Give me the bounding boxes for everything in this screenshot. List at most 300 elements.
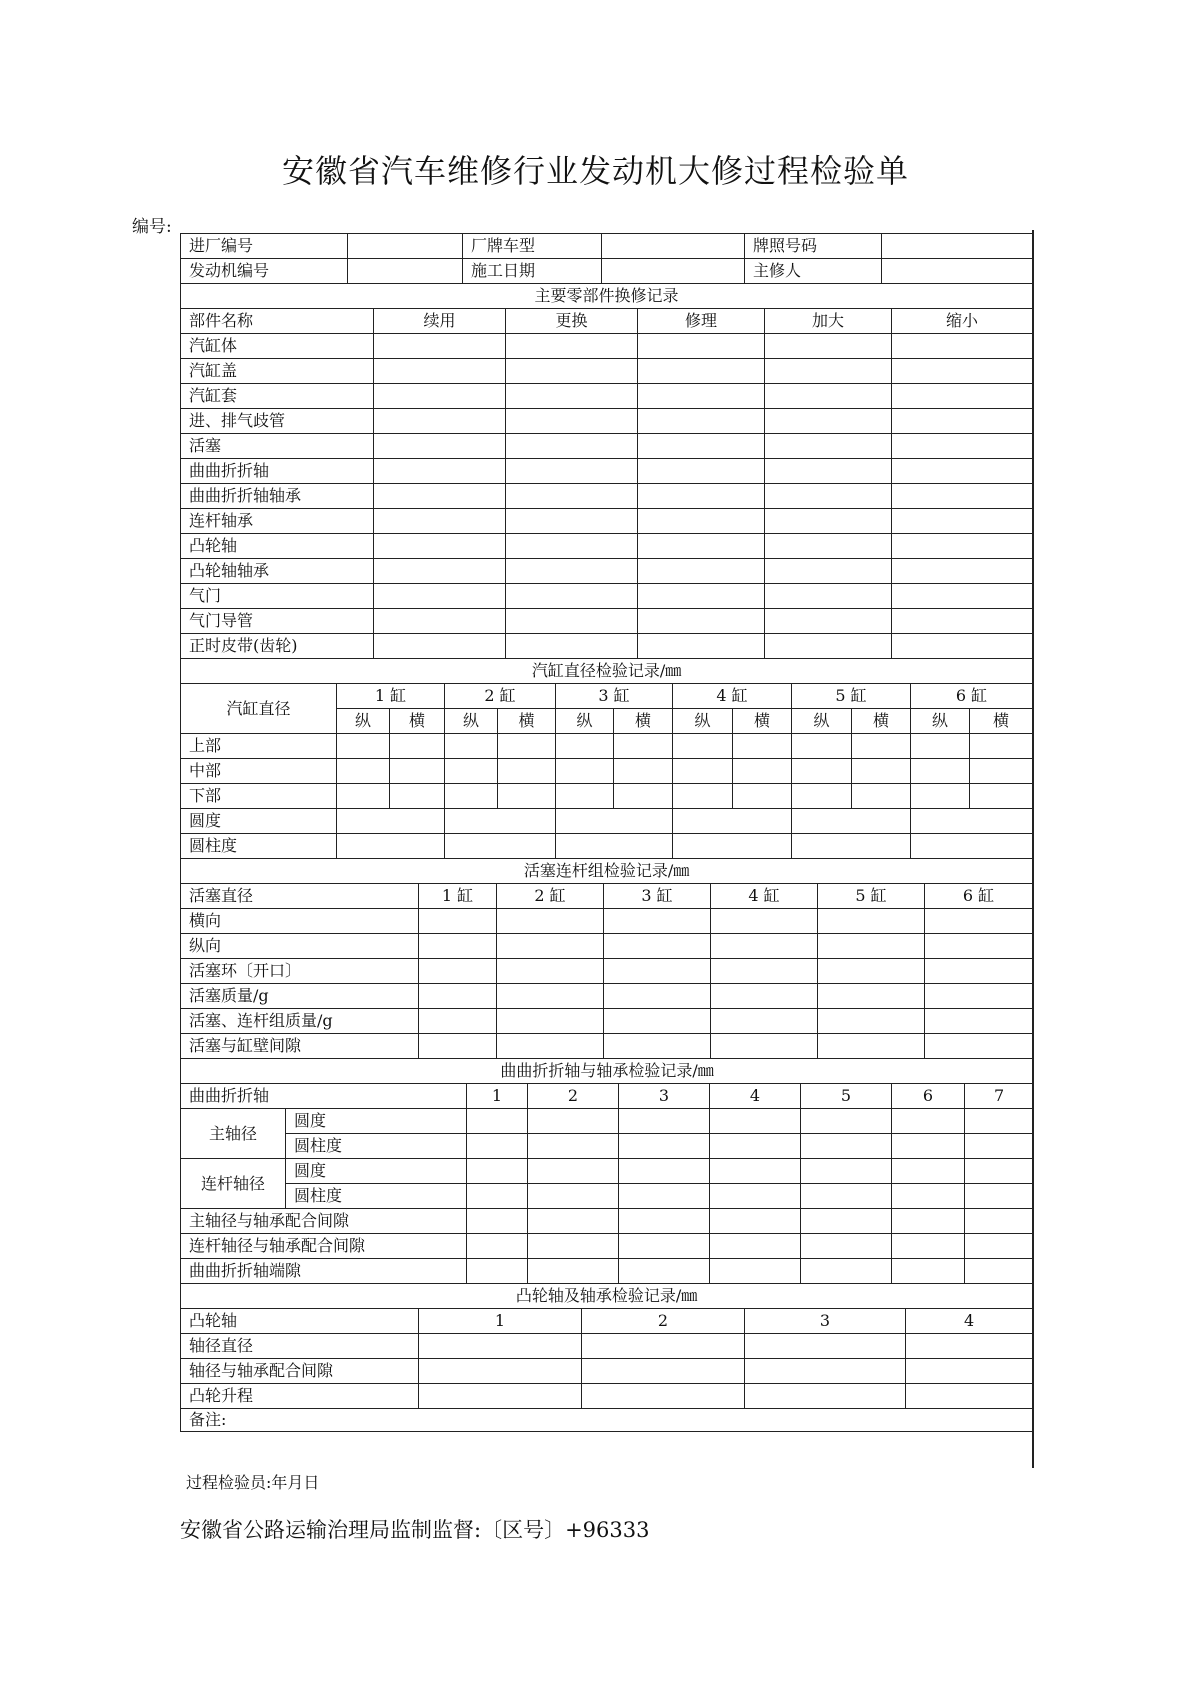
- entry-cell[interactable]: [892, 1209, 965, 1234]
- entry-cell[interactable]: [792, 734, 852, 759]
- entry-cell[interactable]: [419, 959, 497, 984]
- longitudinal-header: 纵: [673, 709, 733, 734]
- entry-cell[interactable]: [818, 959, 925, 984]
- entry-cell[interactable]: [638, 509, 765, 534]
- entry-number-field[interactable]: [348, 234, 463, 259]
- entry-cell[interactable]: [745, 1384, 906, 1409]
- column-header: 1: [467, 1084, 528, 1109]
- entry-cell[interactable]: [892, 409, 1033, 434]
- entry-cell[interactable]: [638, 334, 765, 359]
- entry-cell[interactable]: [604, 909, 711, 934]
- column-header: 部件名称: [181, 309, 374, 334]
- entry-cell[interactable]: [733, 759, 792, 784]
- crankshaft-row: [181, 1209, 1034, 1234]
- camshaft-row: [181, 1384, 1033, 1409]
- column-header: 2: [528, 1084, 619, 1109]
- entry-cell[interactable]: [892, 384, 1033, 409]
- entry-cell[interactable]: [892, 484, 1033, 509]
- entry-cell[interactable]: [892, 1259, 965, 1284]
- entry-cell[interactable]: [467, 1109, 528, 1134]
- longitudinal-header: 纵: [792, 709, 852, 734]
- crankshaft-row: [181, 1234, 1034, 1259]
- entry-cell[interactable]: [711, 959, 818, 984]
- entry-cell[interactable]: [374, 359, 506, 384]
- parts-row: [181, 534, 1033, 559]
- entry-cell[interactable]: [765, 559, 892, 584]
- longitudinal-header: 纵: [556, 709, 614, 734]
- entry-cell[interactable]: [604, 1009, 711, 1034]
- entry-cell[interactable]: [497, 959, 604, 984]
- longitudinal-header: 纵: [445, 709, 498, 734]
- entry-cell[interactable]: [765, 509, 892, 534]
- entry-cell[interactable]: [965, 1234, 1034, 1259]
- entry-cell[interactable]: [506, 584, 638, 609]
- entry-cell[interactable]: [892, 634, 1033, 659]
- cylinder-header: 1 缸: [419, 884, 497, 909]
- entry-cell[interactable]: [497, 1009, 604, 1034]
- parts-row: [181, 609, 1033, 634]
- entry-cell[interactable]: [419, 934, 497, 959]
- column-header: 更换: [506, 309, 638, 334]
- part-name: 曲曲折折轴轴承: [181, 484, 374, 509]
- entry-cell[interactable]: [506, 384, 638, 409]
- entry-cell[interactable]: [965, 1259, 1034, 1284]
- entry-cell[interactable]: [892, 559, 1033, 584]
- entry-cell[interactable]: [906, 1359, 1033, 1384]
- entry-cell[interactable]: [582, 1384, 745, 1409]
- entry-cell[interactable]: [614, 784, 673, 809]
- entry-cell[interactable]: [619, 1259, 710, 1284]
- entry-cell[interactable]: [374, 334, 506, 359]
- entry-cell[interactable]: [965, 1184, 1034, 1209]
- entry-cell[interactable]: [965, 1209, 1034, 1234]
- entry-cell[interactable]: [506, 559, 638, 584]
- entry-cell[interactable]: [614, 734, 673, 759]
- entry-cell[interactable]: [792, 784, 852, 809]
- entry-cell[interactable]: [818, 1034, 925, 1059]
- entry-cell[interactable]: [419, 1334, 582, 1359]
- entry-cell[interactable]: [892, 609, 1033, 634]
- vehicle-model-field[interactable]: [602, 234, 745, 259]
- entry-cell[interactable]: [528, 1109, 619, 1134]
- entry-cell[interactable]: [556, 809, 673, 834]
- camshaft-section-title: 凸轮轴及轴承检验记录/㎜: [181, 1284, 1033, 1309]
- entry-cell[interactable]: [673, 809, 792, 834]
- entry-cell[interactable]: [711, 1034, 818, 1059]
- work-date-label: 施工日期: [463, 259, 602, 284]
- parts-header-row: [181, 309, 1033, 334]
- row-label: 下部: [181, 784, 337, 809]
- entry-cell[interactable]: [374, 634, 506, 659]
- entry-cell[interactable]: [801, 1159, 892, 1184]
- entry-cell[interactable]: [801, 1134, 892, 1159]
- parts-row: [181, 459, 1033, 484]
- entry-cell[interactable]: [801, 1234, 892, 1259]
- entry-cell[interactable]: [733, 734, 792, 759]
- part-name: 气门: [181, 584, 374, 609]
- entry-cell[interactable]: [673, 734, 733, 759]
- entry-cell[interactable]: [638, 384, 765, 409]
- entry-cell[interactable]: [892, 1184, 965, 1209]
- entry-cell[interactable]: [638, 634, 765, 659]
- serial-number-label: 编号:: [132, 217, 172, 237]
- parts-section-title: 主要零部件换修记录: [181, 284, 1033, 309]
- entry-cell[interactable]: [604, 1034, 711, 1059]
- entry-cell[interactable]: [745, 1334, 906, 1359]
- entry-cell[interactable]: [619, 1134, 710, 1159]
- entry-cell[interactable]: [506, 434, 638, 459]
- entry-cell[interactable]: [497, 909, 604, 934]
- piston-row: [181, 909, 1033, 934]
- entry-cell[interactable]: [619, 1184, 710, 1209]
- entry-cell[interactable]: [673, 784, 733, 809]
- entry-cell[interactable]: [911, 784, 970, 809]
- entry-number-label: 进厂编号: [181, 234, 348, 259]
- entry-cell[interactable]: [710, 1184, 801, 1209]
- entry-cell[interactable]: [970, 759, 1033, 784]
- transverse-header: 横: [970, 709, 1033, 734]
- entry-cell[interactable]: [337, 734, 390, 759]
- entry-cell[interactable]: [638, 459, 765, 484]
- entry-cell[interactable]: [467, 1259, 528, 1284]
- parts-row: [181, 584, 1033, 609]
- parts-row: [181, 359, 1033, 384]
- entry-cell[interactable]: [765, 459, 892, 484]
- entry-cell[interactable]: [892, 359, 1033, 384]
- entry-cell[interactable]: [638, 534, 765, 559]
- entry-cell[interactable]: [911, 734, 970, 759]
- inspection-sheet: [180, 233, 1032, 1432]
- entry-cell[interactable]: [445, 734, 498, 759]
- entry-cell[interactable]: [619, 1209, 710, 1234]
- entry-cell[interactable]: [745, 1359, 906, 1384]
- entry-cell[interactable]: [765, 484, 892, 509]
- entry-cell[interactable]: [337, 834, 445, 859]
- entry-cell[interactable]: [765, 609, 892, 634]
- entry-cell[interactable]: [765, 434, 892, 459]
- column-header: 缩小: [892, 309, 1033, 334]
- entry-cell[interactable]: [892, 1134, 965, 1159]
- entry-cell[interactable]: [506, 459, 638, 484]
- mechanic-field[interactable]: [882, 259, 1033, 284]
- entry-cell[interactable]: [506, 634, 638, 659]
- entry-cell[interactable]: [445, 809, 556, 834]
- transverse-header: 横: [390, 709, 445, 734]
- document-title: 安徽省汽车维修行业发动机大修过程检验单: [281, 152, 909, 190]
- entry-cell[interactable]: [582, 1359, 745, 1384]
- entry-cell[interactable]: [711, 1009, 818, 1034]
- piston-row: [181, 959, 1033, 984]
- entry-cell[interactable]: [467, 1184, 528, 1209]
- entry-cell[interactable]: [673, 759, 733, 784]
- column-header: 2: [582, 1309, 745, 1334]
- entry-cell[interactable]: [638, 409, 765, 434]
- cylinder-header: 5 缸: [818, 884, 925, 909]
- entry-cell[interactable]: [619, 1159, 710, 1184]
- entry-cell[interactable]: [582, 1334, 745, 1359]
- work-date-field[interactable]: [602, 259, 745, 284]
- entry-cell[interactable]: [818, 984, 925, 1009]
- entry-cell[interactable]: [818, 934, 925, 959]
- entry-cell[interactable]: [419, 909, 497, 934]
- entry-cell[interactable]: [925, 959, 1033, 984]
- entry-cell[interactable]: [711, 909, 818, 934]
- row-label: 活塞环〔开口〕: [181, 959, 419, 984]
- entry-cell[interactable]: [792, 759, 852, 784]
- entry-cell[interactable]: [337, 759, 390, 784]
- entry-cell[interactable]: [467, 1209, 528, 1234]
- entry-cell[interactable]: [801, 1209, 892, 1234]
- entry-cell[interactable]: [892, 1159, 965, 1184]
- transverse-header: 横: [498, 709, 556, 734]
- entry-cell[interactable]: [445, 759, 498, 784]
- entry-cell[interactable]: [374, 459, 506, 484]
- column-header: 3: [619, 1084, 710, 1109]
- entry-cell[interactable]: [925, 1009, 1033, 1034]
- entry-cell[interactable]: [374, 484, 506, 509]
- entry-cell[interactable]: [765, 359, 892, 384]
- entry-cell[interactable]: [925, 1034, 1033, 1059]
- entry-cell[interactable]: [818, 909, 925, 934]
- entry-cell[interactable]: [556, 784, 614, 809]
- entry-cell[interactable]: [445, 784, 498, 809]
- row-label: 活塞与缸壁间隙: [181, 1034, 419, 1059]
- entry-cell[interactable]: [765, 634, 892, 659]
- parts-row: [181, 334, 1033, 359]
- entry-cell[interactable]: [390, 734, 445, 759]
- entry-cell[interactable]: [638, 584, 765, 609]
- entry-cell[interactable]: [710, 1159, 801, 1184]
- entry-cell[interactable]: [604, 984, 711, 1009]
- entry-cell[interactable]: [528, 1209, 619, 1234]
- entry-cell[interactable]: [419, 1359, 582, 1384]
- cylinder-tolerance-row: [181, 809, 1033, 834]
- entry-cell[interactable]: [711, 934, 818, 959]
- cylinder-header: 3 缸: [556, 684, 673, 709]
- entry-cell[interactable]: [506, 609, 638, 634]
- entry-cell[interactable]: [892, 584, 1033, 609]
- entry-cell[interactable]: [374, 509, 506, 534]
- entry-cell[interactable]: [419, 1384, 582, 1409]
- entry-cell[interactable]: [467, 1134, 528, 1159]
- entry-cell[interactable]: [467, 1159, 528, 1184]
- crankshaft-header-row: [181, 1084, 1034, 1109]
- entry-cell[interactable]: [792, 834, 911, 859]
- column-header: 加大: [765, 309, 892, 334]
- entry-cell[interactable]: [638, 434, 765, 459]
- longitudinal-header: 纵: [337, 709, 390, 734]
- entry-cell[interactable]: [619, 1109, 710, 1134]
- vehicle-info-table: [180, 233, 1033, 284]
- entry-cell[interactable]: [673, 834, 792, 859]
- entry-cell[interactable]: [498, 784, 556, 809]
- cylinder-position-row: [181, 759, 1033, 784]
- entry-cell[interactable]: [506, 509, 638, 534]
- entry-cell[interactable]: [556, 759, 614, 784]
- entry-cell[interactable]: [506, 534, 638, 559]
- entry-cell[interactable]: [911, 759, 970, 784]
- entry-cell[interactable]: [710, 1234, 801, 1259]
- entry-cell[interactable]: [419, 984, 497, 1009]
- part-name: 凸轮轴轴承: [181, 559, 374, 584]
- entry-cell[interactable]: [925, 909, 1033, 934]
- entry-cell[interactable]: [497, 984, 604, 1009]
- entry-cell[interactable]: [374, 559, 506, 584]
- entry-cell[interactable]: [619, 1234, 710, 1259]
- entry-cell[interactable]: [506, 484, 638, 509]
- entry-cell[interactable]: [506, 359, 638, 384]
- entry-cell[interactable]: [925, 934, 1033, 959]
- parts-row: [181, 384, 1033, 409]
- entry-cell[interactable]: [892, 1109, 965, 1134]
- entry-cell[interactable]: [374, 384, 506, 409]
- row-label: 曲曲折折轴端隙: [181, 1259, 467, 1284]
- entry-cell[interactable]: [765, 534, 892, 559]
- entry-cell[interactable]: [852, 734, 911, 759]
- cylinder-header: 6 缸: [911, 684, 1033, 709]
- transverse-header: 横: [733, 709, 792, 734]
- rod-journal-label: 连杆轴径: [181, 1159, 286, 1209]
- entry-cell[interactable]: [638, 559, 765, 584]
- entry-cell[interactable]: [528, 1184, 619, 1209]
- camshaft-row: [181, 1359, 1033, 1384]
- entry-cell[interactable]: [906, 1384, 1033, 1409]
- plate-number-field[interactable]: [882, 234, 1033, 259]
- piston-row: [181, 1034, 1033, 1059]
- entry-cell[interactable]: [638, 359, 765, 384]
- entry-cell[interactable]: [374, 534, 506, 559]
- entry-cell[interactable]: [498, 759, 556, 784]
- entry-cell[interactable]: [801, 1109, 892, 1134]
- entry-cell[interactable]: [638, 609, 765, 634]
- entry-cell[interactable]: [710, 1134, 801, 1159]
- entry-cell[interactable]: [733, 784, 792, 809]
- entry-cell[interactable]: [970, 784, 1033, 809]
- part-name: 凸轮轴: [181, 534, 374, 559]
- entry-cell[interactable]: [906, 1334, 1033, 1359]
- entry-cell[interactable]: [528, 1234, 619, 1259]
- entry-cell[interactable]: [528, 1134, 619, 1159]
- entry-cell[interactable]: [604, 934, 711, 959]
- entry-cell[interactable]: [419, 1009, 497, 1034]
- entry-cell[interactable]: [892, 509, 1033, 534]
- entry-cell[interactable]: [965, 1109, 1034, 1134]
- entry-cell[interactable]: [337, 809, 445, 834]
- parts-row: [181, 484, 1033, 509]
- vehicle-info-row: [181, 259, 1033, 284]
- entry-cell[interactable]: [497, 934, 604, 959]
- entry-cell[interactable]: [710, 1109, 801, 1134]
- entry-cell[interactable]: [604, 959, 711, 984]
- entry-cell[interactable]: [374, 609, 506, 634]
- sheet-right-border: [1032, 230, 1034, 1468]
- camshaft-row: [181, 1334, 1033, 1359]
- cylinder-position-row: [181, 784, 1033, 809]
- entry-cell[interactable]: [911, 834, 1033, 859]
- entry-cell[interactable]: [614, 759, 673, 784]
- row-label: 圆度: [181, 809, 337, 834]
- entry-cell[interactable]: [467, 1234, 528, 1259]
- entry-cell[interactable]: [965, 1134, 1034, 1159]
- entry-cell[interactable]: [556, 734, 614, 759]
- entry-cell[interactable]: [506, 409, 638, 434]
- cylindricity-label: 圆柱度: [286, 1184, 467, 1209]
- entry-cell[interactable]: [765, 334, 892, 359]
- entry-cell[interactable]: [374, 584, 506, 609]
- row-label: 横向: [181, 909, 419, 934]
- entry-cell[interactable]: [765, 409, 892, 434]
- cylinder-diameter-label: 汽缸直径: [181, 684, 337, 734]
- entry-cell[interactable]: [892, 1234, 965, 1259]
- entry-cell[interactable]: [970, 734, 1033, 759]
- entry-cell[interactable]: [852, 784, 911, 809]
- entry-cell[interactable]: [390, 784, 445, 809]
- entry-cell[interactable]: [892, 434, 1033, 459]
- entry-cell[interactable]: [445, 834, 556, 859]
- entry-cell[interactable]: [337, 784, 390, 809]
- supervisor-footer: 安徽省公路运输治理局监制监督:〔区号〕+96333: [180, 1518, 650, 1542]
- column-header: 4: [710, 1084, 801, 1109]
- entry-cell[interactable]: [638, 484, 765, 509]
- part-name: 正时皮带(齿轮): [181, 634, 374, 659]
- entry-cell[interactable]: [801, 1259, 892, 1284]
- transverse-header: 横: [614, 709, 673, 734]
- cylinder-table: [180, 659, 1033, 859]
- part-name: 曲曲折折轴: [181, 459, 374, 484]
- remarks-field[interactable]: 备注:: [181, 1409, 1033, 1432]
- entry-cell[interactable]: [497, 1034, 604, 1059]
- entry-cell[interactable]: [498, 734, 556, 759]
- part-name: 活塞: [181, 434, 374, 459]
- entry-cell[interactable]: [892, 459, 1033, 484]
- engine-number-field[interactable]: [348, 259, 463, 284]
- entry-cell[interactable]: [556, 834, 673, 859]
- column-header: 6: [892, 1084, 965, 1109]
- cylinder-header: 4 缸: [673, 684, 792, 709]
- cylinder-header: 2 缸: [445, 684, 556, 709]
- entry-cell[interactable]: [818, 1009, 925, 1034]
- entry-cell[interactable]: [792, 809, 911, 834]
- entry-cell[interactable]: [374, 434, 506, 459]
- entry-cell[interactable]: [852, 759, 911, 784]
- row-label: 连杆轴径与轴承配合间隙: [181, 1234, 467, 1259]
- crankshaft-table: [180, 1059, 1034, 1284]
- entry-cell[interactable]: [710, 1259, 801, 1284]
- entry-cell[interactable]: [965, 1159, 1034, 1184]
- entry-cell[interactable]: [765, 384, 892, 409]
- entry-cell[interactable]: [892, 334, 1033, 359]
- entry-cell[interactable]: [801, 1184, 892, 1209]
- entry-cell[interactable]: [925, 984, 1033, 1009]
- crankshaft-section-title: 曲曲折折轴与轴承检验记录/㎜: [181, 1059, 1034, 1084]
- entry-cell[interactable]: [711, 984, 818, 1009]
- entry-cell[interactable]: [528, 1159, 619, 1184]
- entry-cell[interactable]: [911, 809, 1033, 834]
- entry-cell[interactable]: [892, 534, 1033, 559]
- entry-cell[interactable]: [390, 759, 445, 784]
- entry-cell[interactable]: [710, 1209, 801, 1234]
- entry-cell[interactable]: [506, 334, 638, 359]
- piston-header-row: [181, 884, 1033, 909]
- entry-cell[interactable]: [765, 584, 892, 609]
- entry-cell[interactable]: [374, 409, 506, 434]
- column-header: 7: [965, 1084, 1034, 1109]
- entry-cell[interactable]: [419, 1034, 497, 1059]
- row-label: 纵向: [181, 934, 419, 959]
- inspector-signature-line: 过程检验员:年月日: [186, 1473, 320, 1492]
- column-header: 4: [906, 1309, 1033, 1334]
- entry-cell[interactable]: [528, 1259, 619, 1284]
